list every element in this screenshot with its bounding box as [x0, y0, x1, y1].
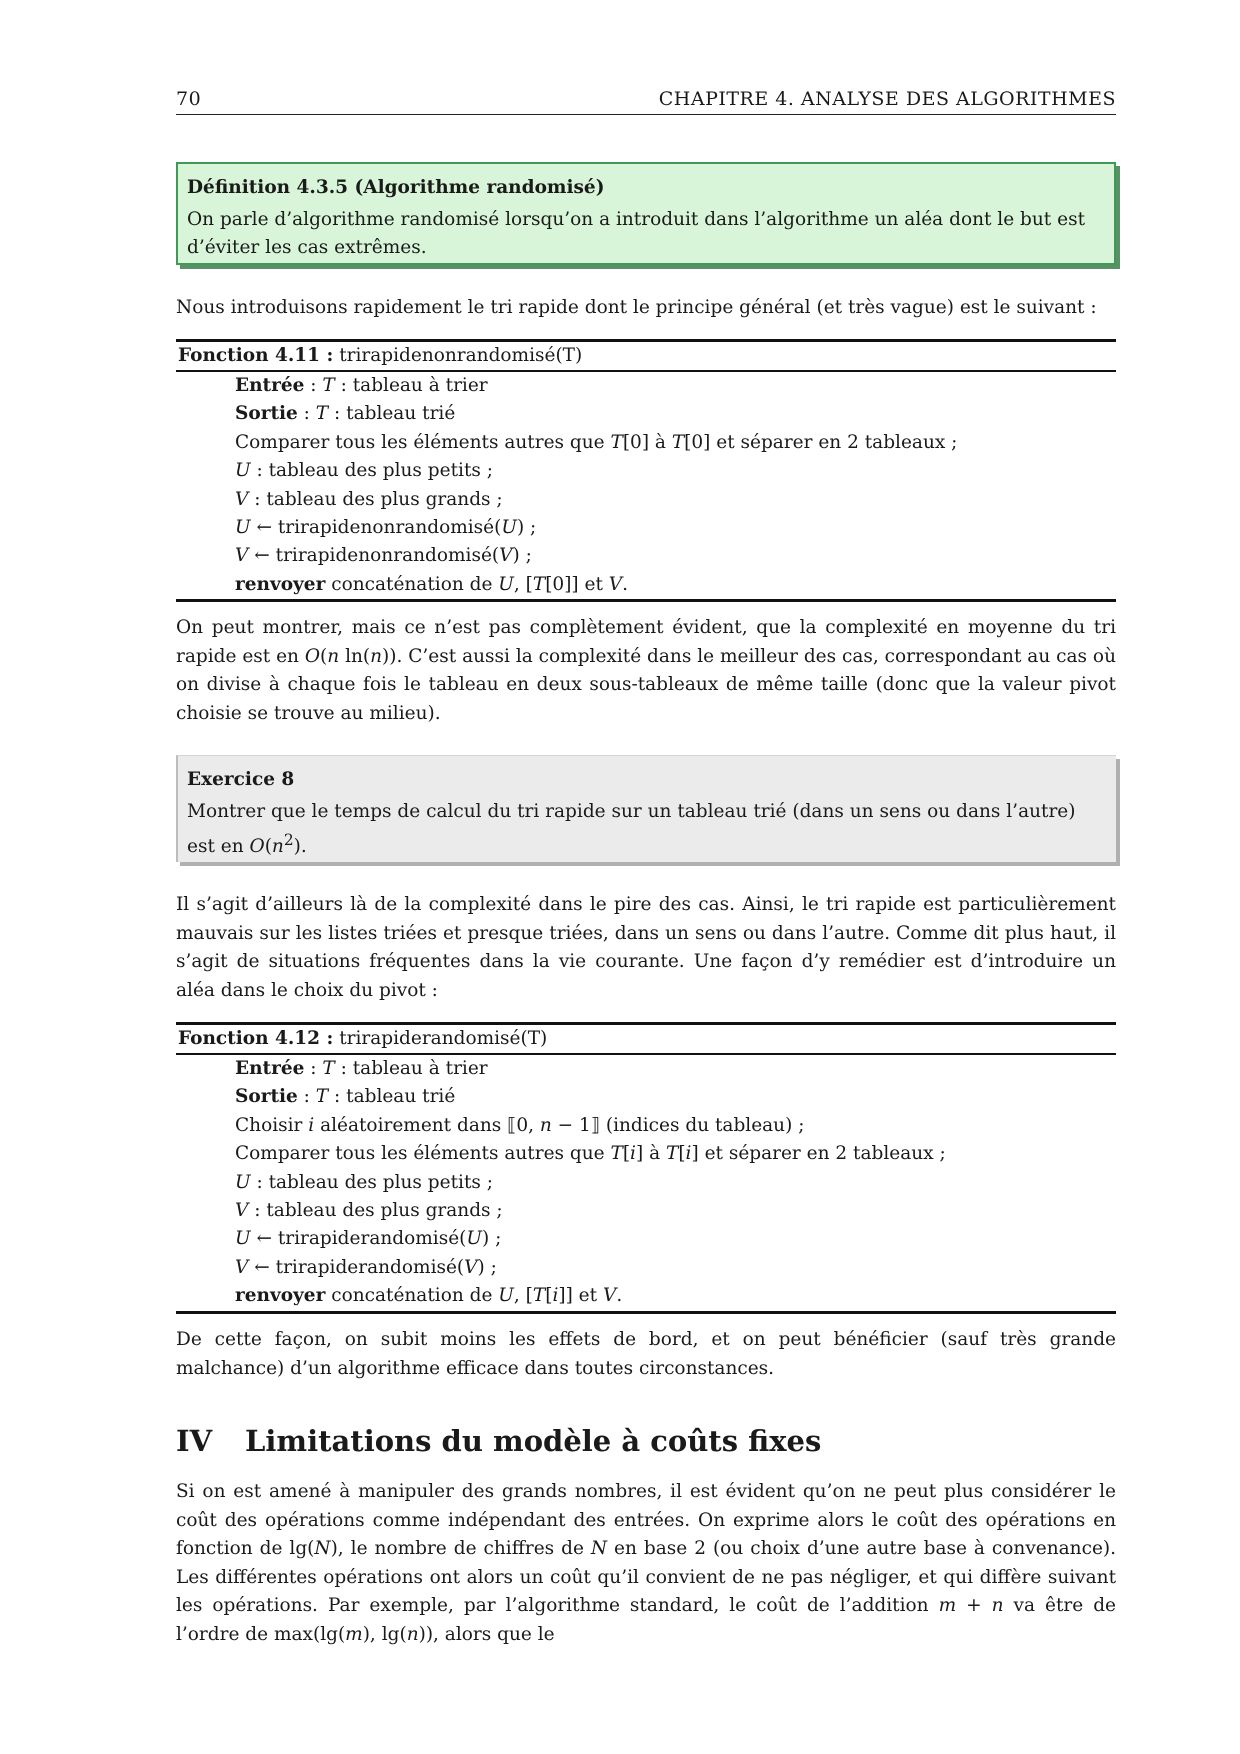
algorithm-line: Sortie : T : tableau trié: [235, 1086, 456, 1108]
section-number: IV: [176, 1424, 213, 1458]
algorithm-title: [176, 1025, 1116, 1055]
algorithm-line: Entrée : T : tableau à trier: [235, 1058, 488, 1079]
algorithm-4-12: [176, 1022, 1116, 1314]
algorithm-line: V ← trirapidenonrandomisé(V) ;: [235, 545, 532, 567]
definition-box: [176, 162, 1116, 265]
definition-text: On parle d’algorithme randomisé lorsqu’on a introduit dans l’algorithme un aléa dont le but est d’éviter les cas extrêmes.: [187, 209, 1085, 258]
rule-bottom: [176, 599, 1116, 602]
algorithm-line: Comparer tous les éléments autres que T[0] à T[0] et séparer en 2 tableaux ;: [235, 431, 958, 453]
worst-case-paragraph: Il s’agit d’ailleurs là de la complexité dans le pire des cas. Ainsi, le tri rapide est particulièrement mauvais sur les listes triées et presque triées, dans un sens ou dans l’autre. Comme dit plus haut, il s’agit de situations fréquentes dans la vie courante. Une façon d’y remédier est d’introduire un aléa dans le choix du pivot :: [176, 894, 1116, 1001]
algorithm-line: Sortie : T : tableau trié: [235, 403, 456, 425]
algorithm-line: U : tableau des plus petits ;: [235, 460, 493, 482]
algorithm-title: [176, 342, 1116, 372]
algorithm-line: V ← trirapiderandomisé(V) ;: [235, 1256, 497, 1278]
exercise-title: Exercice 8: [187, 769, 295, 790]
section-heading: [176, 1424, 821, 1458]
rule-bottom: [176, 1311, 1116, 1314]
conclusion-paragraph: De cette façon, on subit moins les effets de bord, et on peut bénéficier (sauf très grande malchance) d’un algorithme efficace dans toutes circonstances.: [176, 1329, 1116, 1379]
page-number: 70: [176, 88, 202, 110]
algorithm-label: Fonction 4.11 :: [178, 345, 334, 366]
algorithm-line: V : tableau des plus grands ;: [235, 488, 503, 510]
algorithm-4-11: [176, 339, 1116, 602]
definition-title: Définition 4.3.5 (Algorithme randomisé): [187, 177, 605, 198]
algorithm-body: [176, 1055, 1116, 1311]
algorithm-line: renvoyer concaténation de U, [T[i]] et V.: [235, 1285, 623, 1307]
algorithm-line: U ← trirapiderandomisé(U) ;: [235, 1228, 502, 1250]
algorithm-line: Entrée : T : tableau à trier: [235, 375, 488, 396]
algorithm-line: Comparer tous les éléments autres que T[i] à T[i] et séparer en 2 tableaux ;: [235, 1143, 946, 1165]
running-header: [176, 86, 1116, 115]
algorithm-line: Choisir i aléatoirement dans ⟦0, n − 1⟧ (indices du tableau) ;: [235, 1114, 805, 1136]
limitations-paragraph: Si on est amené à manipuler des grands nombres, il est évident qu’on ne peut plus considérer le coût des opérations comme indépendant des entrées. On exprime alors le coût des opérations en fonction de lg(N), le nombre de chiffres de N en base 2 (ou choix d’une autre base à convenance). Les différentes opérations ont alors un coût qu’il convient de ne pas négliger, et qui diffère suivant les opérations. Par exemple, par l’algorithme standard, le coût de l’addition m + n va être de l’ordre de max(lg(m), lg(n)), alors que le: [176, 1481, 1117, 1645]
intro-paragraph: Nous introduisons rapidement le tri rapide dont le principe général (et très vague) est le suivant :: [176, 297, 1097, 318]
algorithm-body: [176, 372, 1116, 599]
chapter-title: CHAPITRE 4. ANALYSE DES ALGORITHMES: [658, 88, 1116, 110]
complexity-paragraph: On peut montrer, mais ce n’est pas complètement évident, que la complexité en moyenne du tri rapide est en O(n ln(n)). C’est aussi la complexité dans le meilleur des cas, correspondant au cas où on divise à chaque fois le tableau en deux sous-tableaux de même taille (donc que la valeur pivot choisie se trouve au milieu).: [176, 617, 1116, 724]
section-title: Limitations du modèle à coûts fixes: [245, 1424, 822, 1458]
algorithm-line: renvoyer concaténation de U, [T[0]] et V.: [235, 573, 629, 595]
exercise-box: [176, 755, 1116, 862]
algorithm-name: trirapiderandomisé(T): [339, 1028, 548, 1049]
algorithm-line: U ← trirapidenonrandomisé(U) ;: [235, 516, 537, 538]
algorithm-label: Fonction 4.12 :: [178, 1028, 334, 1049]
exercise-text: Montrer que le temps de calcul du tri rapide sur un tableau trié (dans un sens ou dans l’autre) est en $O(n^2)$.: [187, 801, 1076, 858]
algorithm-line: V : tableau des plus grands ;: [235, 1199, 503, 1221]
algorithm-name: trirapidenonrandomisé(T): [339, 345, 583, 366]
algorithm-line: U : tableau des plus petits ;: [235, 1171, 493, 1193]
